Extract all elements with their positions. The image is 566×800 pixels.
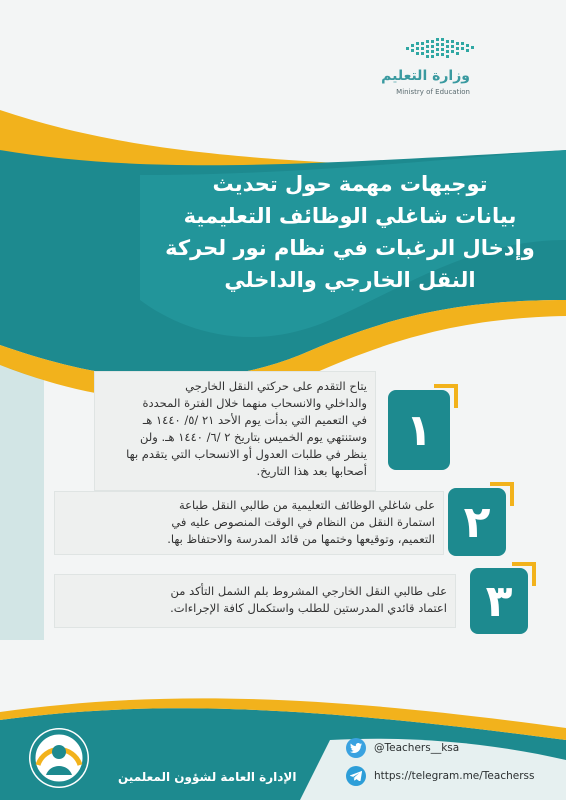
instruction-text-3: [55, 583, 447, 617]
telegram-link[interactable]: [346, 766, 534, 786]
corner-accent-2-icon: [486, 480, 514, 508]
twitter-link[interactable]: [346, 738, 459, 758]
department-name: الإدارة العامة لشؤون المعلمين: [118, 770, 297, 784]
telegram-icon: [346, 766, 366, 786]
ministry-logo-dots-icon: [406, 38, 488, 60]
instruction-3-line: اعتماد قائدي المدرستين للطلب واستكمال كافة الإجراءات.: [170, 601, 447, 615]
twitter-handle: @Teachers__ksa: [374, 742, 460, 754]
instruction-3-line: على طالبي النقل الخارجي المشروط بلم الشمل التأكد من: [170, 584, 447, 598]
corner-accent-1-icon: [430, 382, 458, 410]
title-line-2: بيانات شاغلي الوظائف التعليمية: [183, 204, 517, 228]
instruction-1-line: يتاح التقدم على حركتي النقل الخارجي: [185, 379, 367, 393]
left-stripe: [0, 365, 44, 640]
instruction-1-line: في التعميم التي بدأت يوم الأحد ٢١ /٥/ ١٤٤٠ هـ: [142, 413, 367, 427]
title-line-1: توجيهات مهمة حول تحديث: [212, 172, 488, 196]
instruction-text-1: [97, 378, 367, 480]
instruction-2-line: على شاغلي الوظائف التعليمية من طالبي النقل طباعة: [178, 498, 435, 512]
item-number-2-label: ٢: [463, 496, 491, 548]
title-line-3: وإدخال الرغبات في نظام نور لحركة: [165, 236, 535, 260]
instruction-card-2: [55, 492, 443, 554]
telegram-url: https://telegram.me/Teacherss: [374, 770, 535, 782]
instruction-1-line: وستنتهي يوم الخميس بتاريخ ٢ /٦/ ١٤٤٠ هـ. ولن: [140, 430, 367, 444]
corner-accent-3-icon: [508, 560, 536, 588]
twitter-icon: [346, 738, 366, 758]
item-number-3-label: ٣: [485, 575, 513, 627]
instruction-2-line: التعميم، وتوقيعها وختمها من قائد المدرسة والاحتفاظ بها.: [167, 532, 435, 546]
instruction-2-line: استمارة النقل من النظام في الوقت المنصوص عليه في: [171, 515, 435, 529]
ministry-name-arabic: وزارة التعليم: [381, 68, 470, 84]
instruction-text-2: [55, 497, 435, 548]
instruction-1-line: أصحابها بعد هذا التاريخ.: [256, 464, 367, 478]
title-line-4: النقل الخارجي والداخلي: [224, 268, 476, 292]
instruction-1-line: ينظر في طلبات العدول أو الانسحاب التي يتقدم بها: [126, 447, 367, 461]
item-number-1-label: ١: [405, 404, 433, 456]
instruction-1-line: والداخلي والانسحاب منهما خلال الفترة المحددة: [142, 396, 367, 410]
page-title: [150, 168, 550, 296]
instruction-card-3: [55, 575, 455, 627]
instruction-card-1: [95, 372, 375, 490]
ministry-name-english: Ministry of Education: [396, 88, 470, 96]
teachers-affairs-emblem-icon: [26, 725, 92, 791]
